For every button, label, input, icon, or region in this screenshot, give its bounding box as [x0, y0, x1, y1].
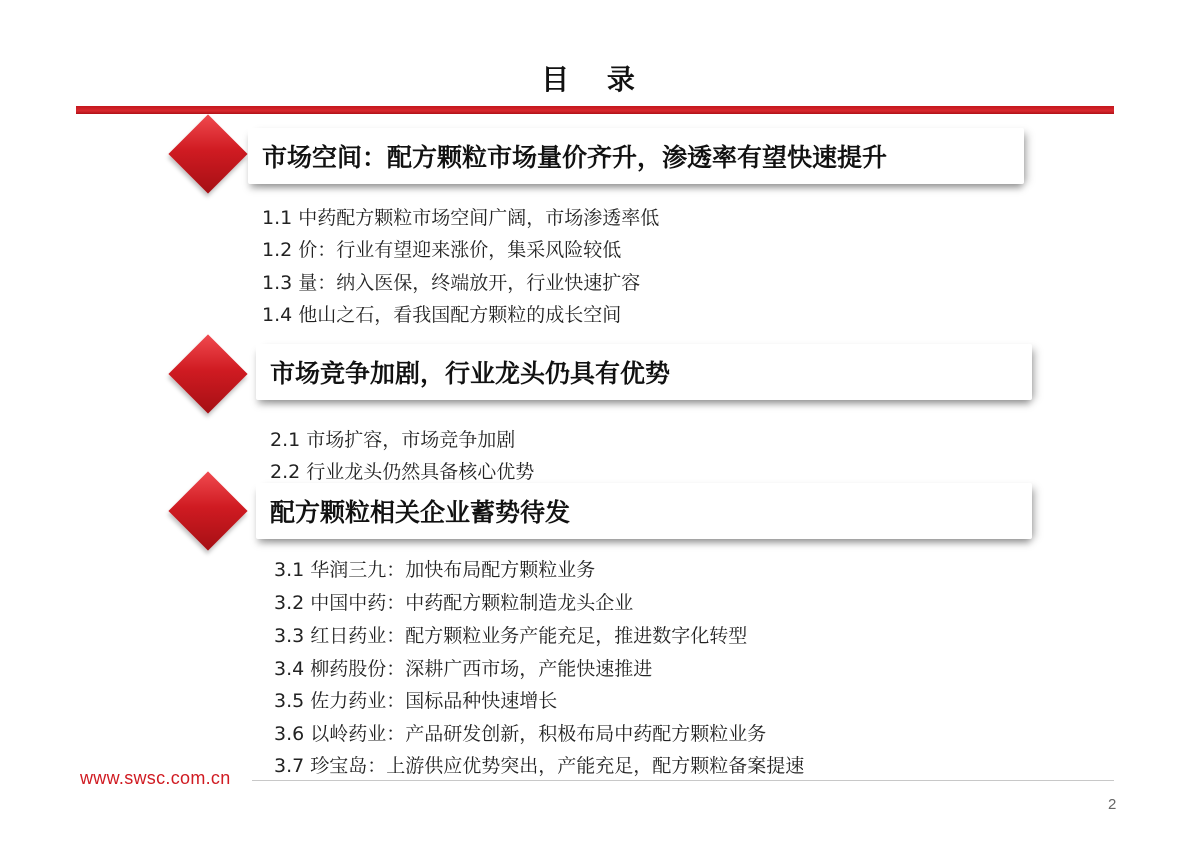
toc-item-1-4[interactable]: 1.4 他山之石，看我国配方颗粒的成长空间 — [262, 304, 622, 326]
toc-item-3-4[interactable]: 3.4 柳药股份：深耕广西市场，产能快速推进 — [274, 658, 653, 680]
section-1-heading[interactable]: 市场空间：配方颗粒市场量价齐升，渗透率有望快速提升 — [248, 128, 1024, 184]
page-title: 目 录 — [541, 63, 649, 96]
section-1-diamond-icon — [168, 114, 247, 193]
toc-item-3-6[interactable]: 3.6 以岭药业：产品研发创新，积极布局中药配方颗粒业务 — [274, 723, 767, 745]
toc-item-3-3[interactable]: 3.3 红日药业：配方颗粒业务产能充足，推进数字化转型 — [274, 625, 748, 647]
toc-item-3-5[interactable]: 3.5 佐力药业：国标品种快速增长 — [274, 690, 558, 712]
toc-item-3-2[interactable]: 3.2 中国中药：中药配方颗粒制造龙头企业 — [274, 592, 634, 614]
toc-item-1-1[interactable]: 1.1 中药配方颗粒市场空间广阔，市场渗透率低 — [262, 207, 660, 229]
toc-item-2-1[interactable]: 2.1 市场扩容，市场竞争加剧 — [270, 429, 516, 451]
title-divider — [76, 106, 1114, 114]
footer-website-link[interactable]: www.swsc.com.cn — [80, 768, 231, 788]
section-3-heading[interactable]: 配方颗粒相关企业蓄势待发 — [256, 483, 1032, 539]
toc-item-2-2[interactable]: 2.2 行业龙头仍然具备核心优势 — [270, 461, 535, 483]
toc-item-3-7[interactable]: 3.7 珍宝岛：上游供应优势突出，产能充足，配方颗粒备案提速 — [274, 755, 805, 777]
section-3-diamond-icon — [168, 471, 247, 550]
toc-item-1-3[interactable]: 1.3 量：纳入医保，终端放开，行业快速扩容 — [262, 272, 641, 294]
section-2-heading[interactable]: 市场竞争加剧，行业龙头仍具有优势 — [256, 344, 1032, 400]
toc-item-3-1[interactable]: 3.1 华润三九：加快布局配方颗粒业务 — [274, 559, 596, 581]
page-number: 2 — [1108, 796, 1117, 813]
toc-item-1-2[interactable]: 1.2 价：行业有望迎来涨价，集采风险较低 — [262, 239, 622, 261]
footer-divider — [252, 780, 1114, 781]
section-2-diamond-icon — [168, 334, 247, 413]
